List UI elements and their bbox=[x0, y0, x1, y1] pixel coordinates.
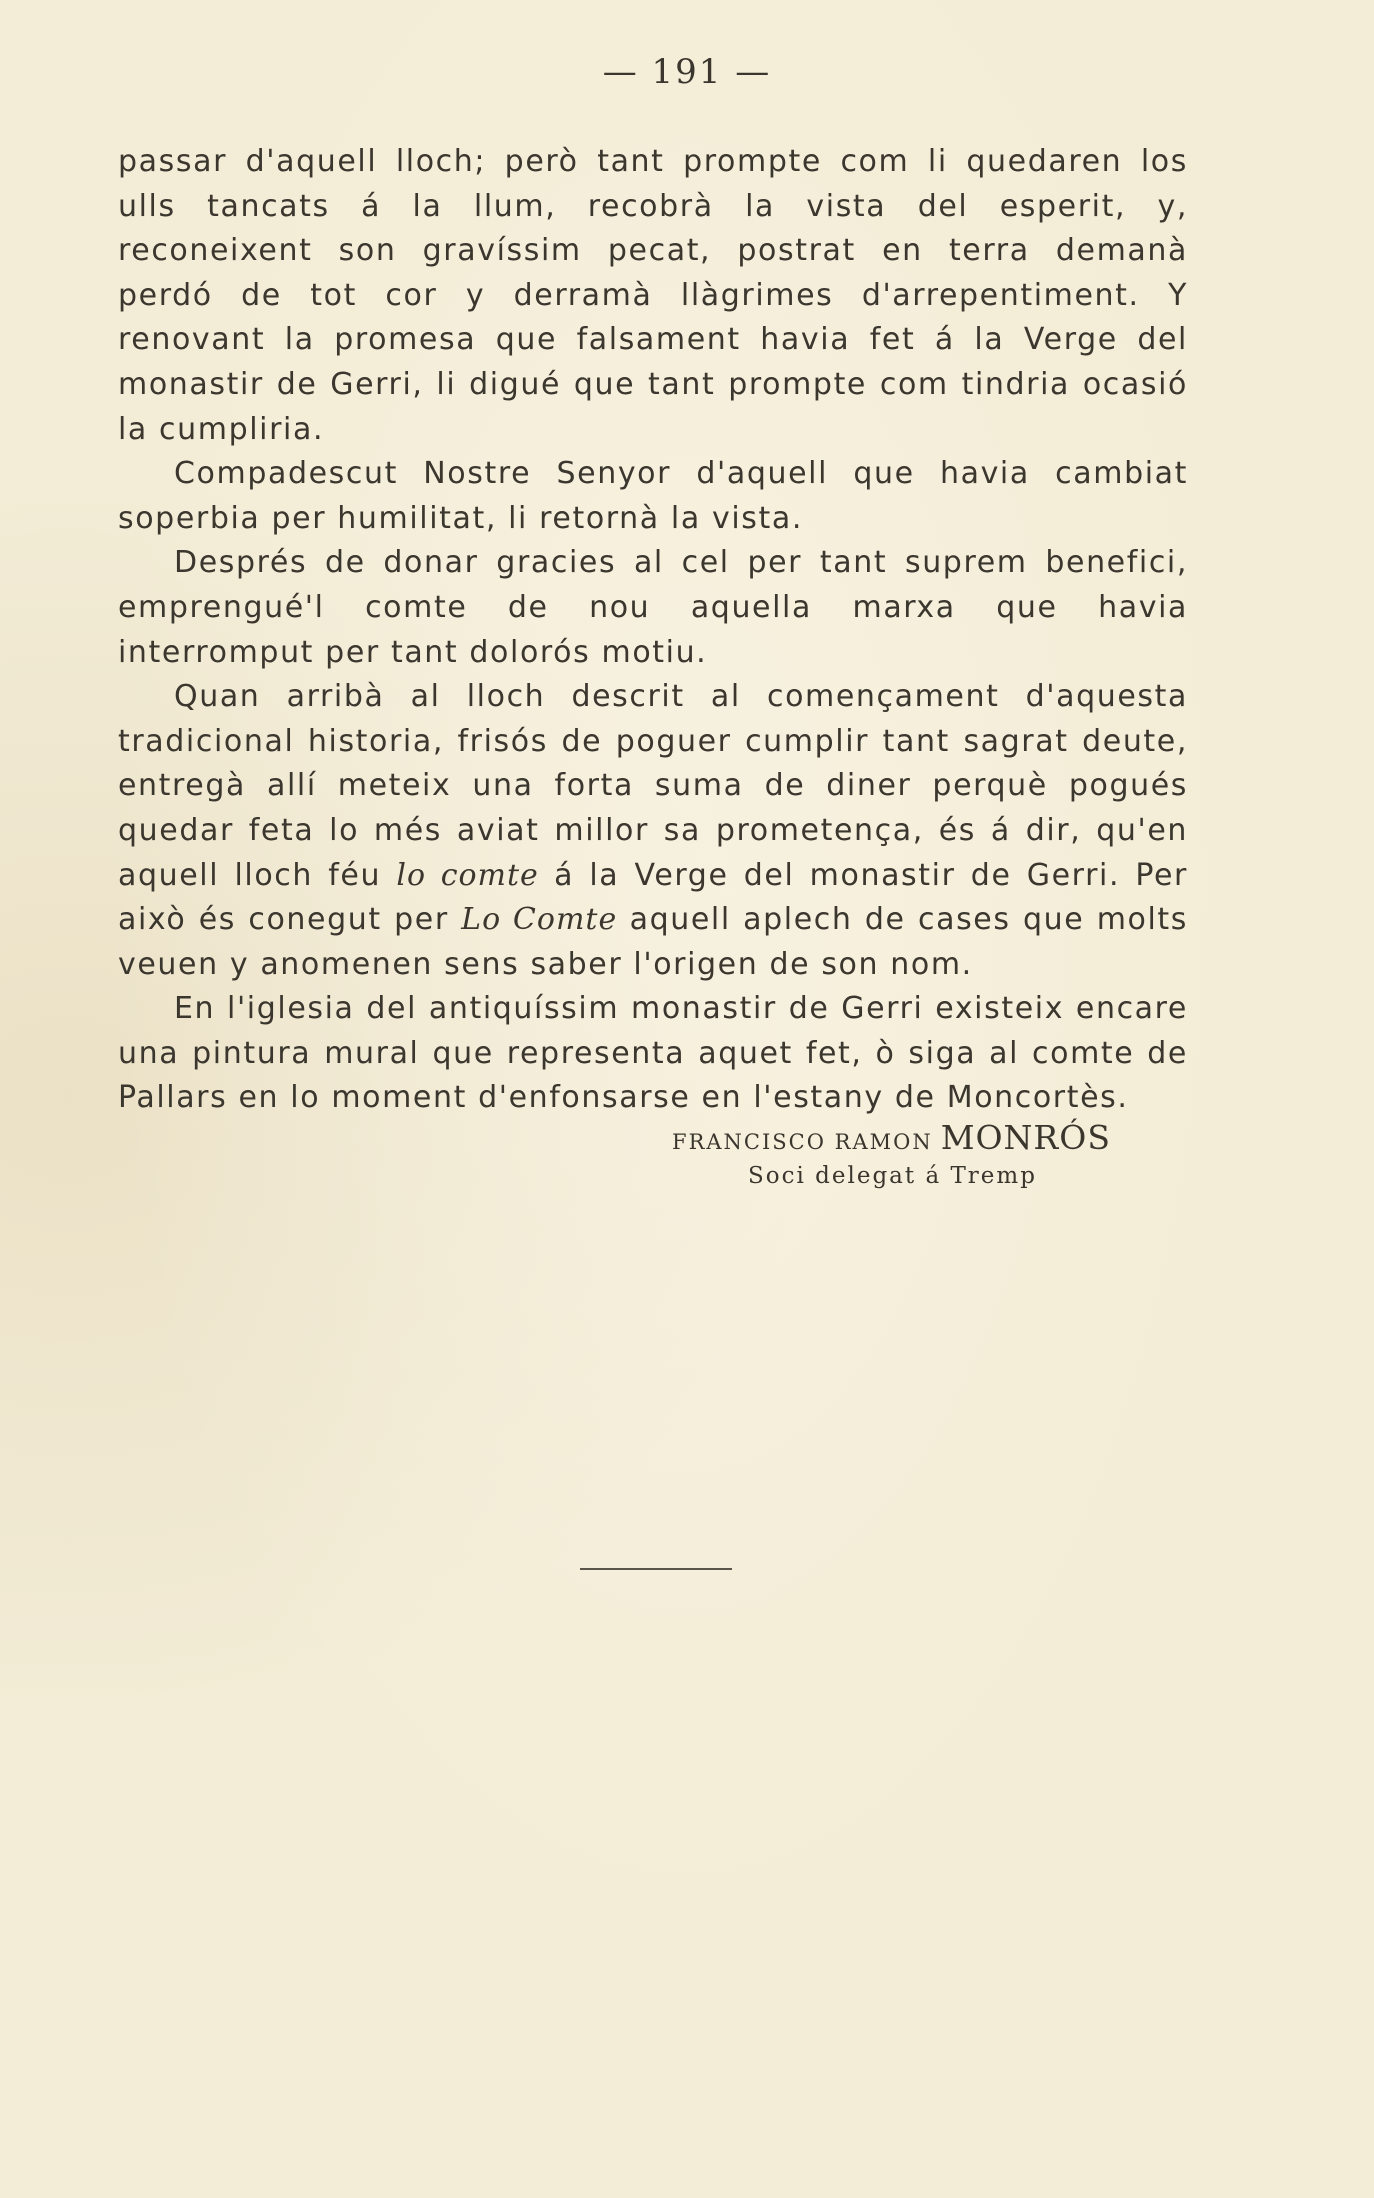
paragraph-4-text-b: á la Verge del monastir de Gerri. Per això és conegut per bbox=[118, 857, 1188, 938]
author-given-names: FRANCISCO RAMON bbox=[672, 1130, 933, 1154]
paragraph-4 bbox=[118, 675, 1188, 987]
author-role: Soci delegat á Tremp bbox=[748, 1163, 1037, 1189]
italic-lo-comte: lo comte bbox=[396, 857, 539, 893]
paragraph-5: En l'iglesia del antiquíssim monastir de Gerri existeix encare una pintura mural que representa aquet fet, ò siga al comte de Pallars en lo moment d'enfonsarse en l'estany de Moncortès. bbox=[118, 991, 1188, 1116]
paragraph-2: Compadescut Nostre Senyor d'aquell que havia cambiat soperbia per humilitat, li retornà la vista. bbox=[118, 456, 1188, 536]
paragraph-4-text-a: Quan arribà al lloch descrit al començament d'aquesta tradicional historia, frisós de poguer cumplir tant sagrat deute, entregà allí meteix una forta suma de diner perquè pogués quedar feta lo més aviat millor sa prometença, és á dir, qu'en aquell lloch féu bbox=[118, 679, 1188, 893]
paragraph-1: passar d'aquell lloch; però tant prompte com li quedaren los ulls tancats á la llum, recobrà la vista del esperit, y, reconeixent son gravíssim pecat, postrat en terra demanà perdó de tot cor y derramà llàgrimes d'arrepentiment. Y renovant la promesa que falsament havia fet á la Verge del monastir de Gerri, li digué que tant prompte com tindria ocasió la cumpliria. bbox=[118, 144, 1188, 447]
author-surname: MONRÓS bbox=[940, 1118, 1111, 1157]
signature-block bbox=[672, 1118, 1192, 1189]
italic-lo-comte-title: Lo Comte bbox=[461, 902, 618, 938]
page-number: — 191 — bbox=[602, 52, 772, 92]
author-line bbox=[672, 1118, 1192, 1157]
paragraph-3: Després de donar gracies al cel per tant suprem benefici, emprengué'l comte de nou aquella marxa que havia interromput per tant dolorós motiu. bbox=[118, 545, 1188, 670]
body-text bbox=[118, 140, 1188, 1121]
end-rule-divider bbox=[580, 1568, 732, 1570]
paragraph-4-text-c: aquell aplech de cases que molts veuen y anomenen sens saber l'origen de son nom. bbox=[118, 902, 1189, 982]
